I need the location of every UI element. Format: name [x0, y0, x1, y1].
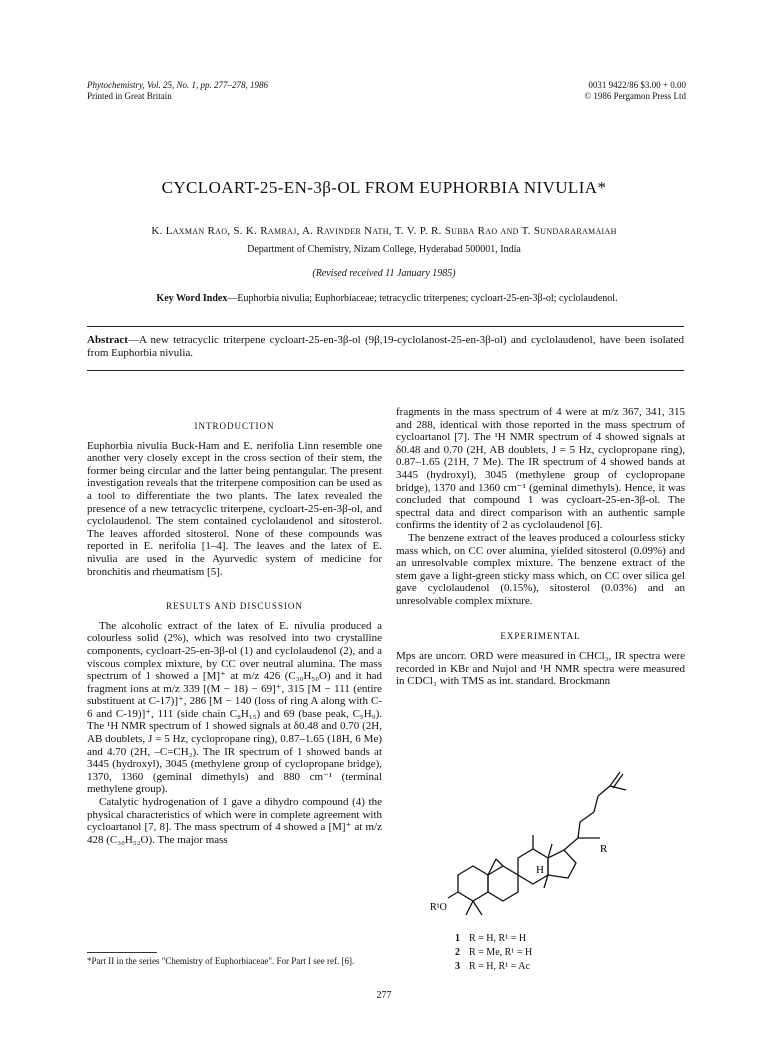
- journal-header-left: [87, 80, 268, 102]
- affiliation: Department of Chemistry, Nizam College, Hyderabad 500001, India: [247, 244, 521, 255]
- introduction-heading: INTRODUCTION: [194, 421, 275, 431]
- keyword-label: Key Word Index: [156, 293, 228, 304]
- journal-code: 0031 9422/86 $3.00 + 0.00: [588, 80, 686, 90]
- received-date: (Revised received 11 January 1985): [312, 268, 456, 279]
- results-paragraph-1: The alcoholic extract of the latex of E. nivulia produced a colourless solid (2%), which was resolved into two crystalline components, cycloart-25-en-3β-ol (1) and cyclolaudenol (2), and a viscous complex mixture, by CC over neutral alumina. The mass spectrum of 1 showed a [M]⁺ at m/z 426 (C₃₀H₅₀O) and it had fragment ions at m/z 339 [(M − 18) − 69]⁺, 315 [M − 111 (entire substituent at C-17)]⁺, 286 [M − 140 (loss of ring A along with C-6 and C-19)]⁺, 111 (side chain C₈H₁₅) and 69 (base peak, C₅H₉). The ¹H NMR spectrum of 1 showed signals at δ0.48 and 0.70 (2H, AB doublets, J = 5 Hz, cyclopropane ring), 0.87–1.65 (18H, 6 Me) and 4.70 (2H, –C=CH₂). The IR spectrum of 1 showed bands at 3445 (hydroxyl), 3045 (methylene group of cyclopropane bridge), 1370, 1360 (geminal dimethyls) and 880 cm⁻¹ (terminal methylene group).: [87, 619, 382, 796]
- compound-list: [455, 932, 532, 974]
- footnote-rule: [87, 952, 157, 953]
- cycloartane-structure-figure: [430, 760, 670, 930]
- h-label: H: [536, 864, 544, 876]
- abstract-bottom-rule: [87, 370, 684, 371]
- page-number: 277: [376, 990, 392, 1001]
- abstract-text: —A new tetracyclic triterpene cycloart-25-en-3β-ol (9β,19-cyclolanost-25-en-3β-ol) and cyclolaudenol, have been isolated from Euphorbia nivulia.: [87, 334, 684, 359]
- compound-2: 2 R = Me, R¹ = H: [455, 947, 533, 958]
- ring-a: [458, 866, 488, 901]
- experimental-heading: EXPERIMENTAL: [500, 630, 581, 641]
- keyword-text: —Euphorbia nivulia; Euphorbiaceae; tetracyclic triterpenes; cycloart-25-en-3β-ol; cyclolaudenol.: [227, 293, 618, 304]
- left-column: [87, 420, 382, 846]
- keyword-index: [87, 293, 687, 304]
- results-paragraph-2: Catalytic hydrogenation of 1 gave a dihydro compound (4) the physical characteristics of which were in complete agreement with cycloartanol [7, 8]. The mass spectrum of 4 showed a [M]⁺ at m/z 428 (C₃₀H₅₂O). The major mass: [87, 796, 382, 846]
- copyright: © 1986 Pergamon Press Ltd: [584, 91, 686, 101]
- journal-header-right: [584, 80, 686, 102]
- results-paragraph-3: fragments in the mass spectrum of 4 were at m/z 367, 341, 315 and 288, identical with those reported in the mass spectrum of cycloartanol [7]. The ¹H NMR spectrum of 4 showed signals at δ0.48 and 0.70 (2H, AB doublets, J = 5 Hz, cyclopropane ring), 0.87–1.65 (21H, 7 Me). The IR spectrum of 4 showed bands at 3445 (hydroxyl), 3045 (methylene group of cyclopropane bridge), 1370 and 1360 cm⁻¹ (geminal dimethyls). Hence, it was concluded that compound 1 was cycloart-25-en-3β-ol. The spectral data and direct comparison with an authentic sample confirms the identity of 2 as cyclolaudenol [6].: [396, 406, 685, 532]
- compound-3: 3 R = H, R¹ = Ac: [455, 961, 530, 972]
- compound-1: 1 R = H, R¹ = H: [455, 933, 527, 944]
- r-label: R: [600, 843, 608, 855]
- r1o-label: R¹O: [430, 902, 447, 913]
- printed-in: Printed in Great Britain: [87, 91, 172, 101]
- ring-b: [488, 866, 518, 901]
- footnote: *Part II in the series "Chemistry of Euphorbiaceae". For Part I see ref. [6].: [87, 956, 355, 966]
- author-list: K. Laxman Rao, S. K. Ramraj, A. Ravinder Nath, T. V. P. R. Subba Rao and T. Sundararamaiah: [151, 225, 617, 237]
- experimental-text: Mps are uncorr. ORD were measured in CHCl₃, IR spectra were recorded in KBr and Nujol and ¹H NMR spectra were measured in CDCl₃ with TMS as int. standard. Brockmann: [396, 650, 685, 688]
- right-column: [396, 406, 685, 688]
- paper-title: CYCLOART-25-EN-3β-OL FROM EUPHORBIA NIVULIA*: [161, 178, 607, 197]
- abstract-top-rule: [87, 326, 684, 327]
- journal-citation: Phytochemistry, Vol. 25, No. 1, pp. 277–278, 1986: [87, 80, 268, 90]
- abstract-label: Abstract: [87, 334, 128, 346]
- abstract: [87, 334, 684, 360]
- ring-d: [548, 850, 576, 878]
- results-paragraph-4: The benzene extract of the leaves produced a colourless sticky mass which, on CC over alumina, yielded sitosterol (0.09%) and an unresolvable complex mixture. The benzene extract of the stem gave a light-green sticky mass which, on CC over silica gel gave cyclolaudenol (0.15%), sitosterol (0.03%) and an unresolvable complex mixture.: [396, 531, 685, 607]
- introduction-text: Euphorbia nivulia Buck-Ham and E. nerifolia Linn resemble one another very closely except in the cross section of their stem, the former being circular and the latter being pentangular. The present investigation reveals that the triterpene composition can be used as a tool to differentiate the two plants. The latex revealed the presence of a new tetracyclic triterpene, cycloart-25-en-3β-ol, and cyclolaudenol. The stem contained cyclolaudenol and sitosterol. The leaves afforded sitosterol. None of these compounds was reported in E. nerifolia [1–4]. The leaves and the latex of E. nivulia are used in the Ayurvedic system of medicine for bronchitis and rheumatism [5].: [87, 439, 382, 578]
- results-heading: RESULTS AND DISCUSSION: [166, 601, 303, 612]
